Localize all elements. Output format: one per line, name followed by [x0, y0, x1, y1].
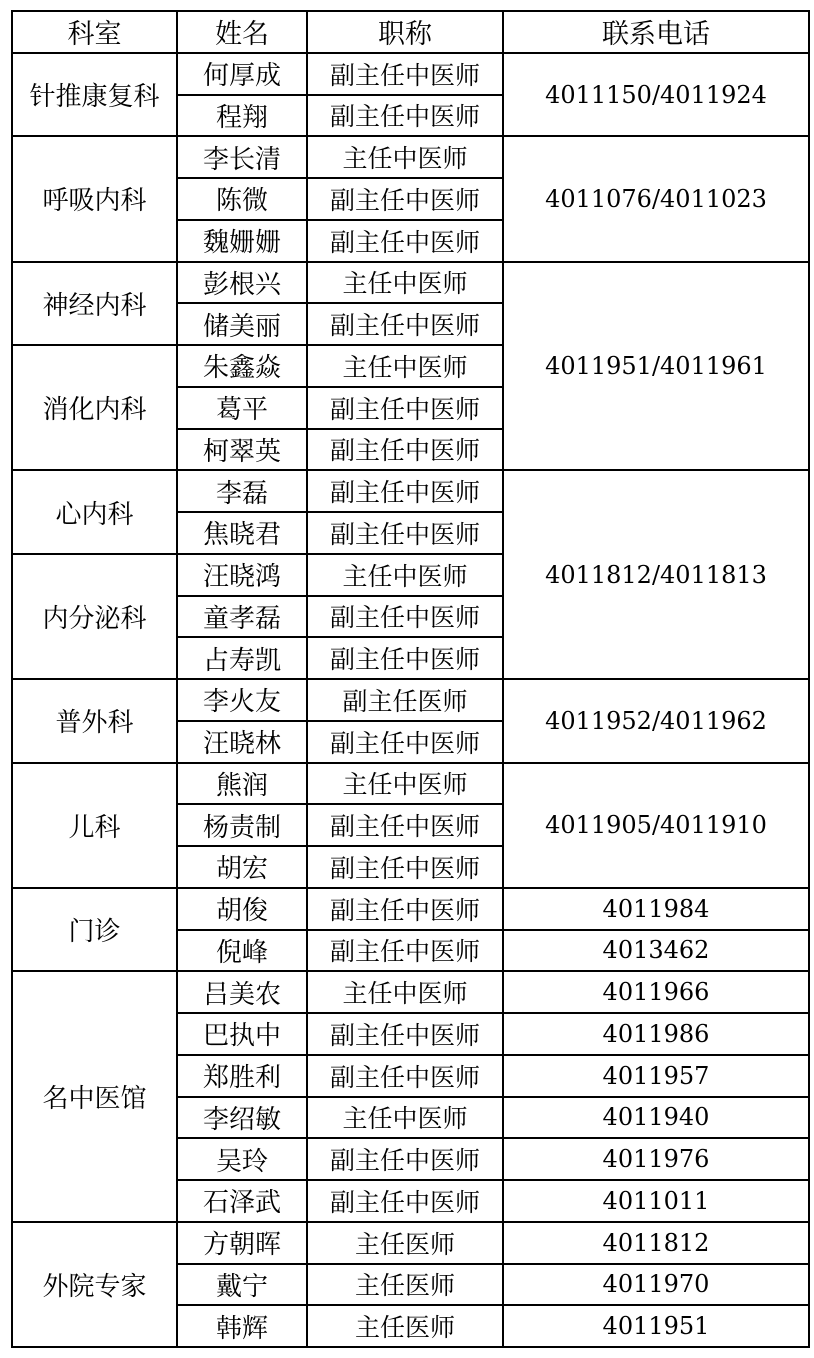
phone-cell: 4011076/4011023	[503, 136, 809, 261]
title-cell: 副主任中医师	[307, 470, 503, 512]
name-cell: 倪峰	[177, 930, 307, 972]
dept-cell: 外院专家	[12, 1222, 177, 1347]
title-cell: 副主任中医师	[307, 178, 503, 220]
name-cell: 熊润	[177, 763, 307, 805]
title-cell: 副主任中医师	[307, 1013, 503, 1055]
table-row	[12, 470, 809, 512]
name-cell: 方朝晖	[177, 1222, 307, 1264]
title-cell: 副主任中医师	[307, 303, 503, 345]
dept-cell: 神经内科	[12, 262, 177, 346]
title-cell: 主任中医师	[307, 971, 503, 1013]
title-cell: 主任中医师	[307, 136, 503, 178]
table-row	[12, 262, 809, 304]
name-cell: 吴玲	[177, 1138, 307, 1180]
title-cell: 副主任中医师	[307, 846, 503, 888]
title-cell: 主任中医师	[307, 1097, 503, 1139]
title-cell: 副主任中医师	[307, 1138, 503, 1180]
name-cell: 戴宁	[177, 1264, 307, 1306]
name-cell: 杨责制	[177, 804, 307, 846]
name-cell: 巴执中	[177, 1013, 307, 1055]
dept-cell: 名中医馆	[12, 971, 177, 1222]
name-cell: 何厚成	[177, 53, 307, 95]
title-cell: 主任医师	[307, 1222, 503, 1264]
contact-table	[11, 10, 810, 1348]
title-cell: 副主任中医师	[307, 95, 503, 137]
name-cell: 程翔	[177, 95, 307, 137]
title-cell: 主任中医师	[307, 345, 503, 387]
name-cell: 彭根兴	[177, 262, 307, 304]
header-title: 职称	[307, 11, 503, 53]
dept-cell: 儿科	[12, 763, 177, 888]
dept-cell: 心内科	[12, 470, 177, 554]
header-phone: 联系电话	[503, 11, 809, 53]
table-row	[12, 679, 809, 721]
name-cell: 朱鑫焱	[177, 345, 307, 387]
name-cell: 韩辉	[177, 1305, 307, 1347]
title-cell: 主任医师	[307, 1305, 503, 1347]
title-cell: 副主任中医师	[307, 512, 503, 554]
name-cell: 李绍敏	[177, 1097, 307, 1139]
name-cell: 石泽武	[177, 1180, 307, 1222]
title-cell: 主任中医师	[307, 262, 503, 304]
phone-cell: 4011905/4011910	[503, 763, 809, 888]
name-cell: 焦晓君	[177, 512, 307, 554]
title-cell: 主任中医师	[307, 554, 503, 596]
title-cell: 副主任中医师	[307, 53, 503, 95]
name-cell: 汪晓鸿	[177, 554, 307, 596]
name-cell: 汪晓林	[177, 721, 307, 763]
phone-cell: 4011952/4011962	[503, 679, 809, 763]
phone-cell: 4011984	[503, 888, 809, 930]
table-row	[12, 971, 809, 1013]
phone-cell: 4013462	[503, 930, 809, 972]
name-cell: 胡俊	[177, 888, 307, 930]
phone-cell: 4011011	[503, 1180, 809, 1222]
phone-cell: 4011150/4011924	[503, 53, 809, 137]
title-cell: 副主任中医师	[307, 220, 503, 262]
dept-cell: 消化内科	[12, 345, 177, 470]
title-cell: 副主任医师	[307, 679, 503, 721]
title-cell: 副主任中医师	[307, 429, 503, 471]
phone-cell: 4011940	[503, 1097, 809, 1139]
title-cell: 副主任中医师	[307, 637, 503, 679]
dept-cell: 内分泌科	[12, 554, 177, 679]
phone-cell: 4011812/4011813	[503, 470, 809, 679]
dept-cell: 普外科	[12, 679, 177, 763]
phone-cell: 4011986	[503, 1013, 809, 1055]
name-cell: 陈微	[177, 178, 307, 220]
title-cell: 主任中医师	[307, 763, 503, 805]
title-cell: 副主任中医师	[307, 804, 503, 846]
name-cell: 吕美农	[177, 971, 307, 1013]
name-cell: 葛平	[177, 387, 307, 429]
name-cell: 占寿凯	[177, 637, 307, 679]
phone-cell: 4011957	[503, 1055, 809, 1097]
name-cell: 储美丽	[177, 303, 307, 345]
name-cell: 胡宏	[177, 846, 307, 888]
phone-cell: 4011951/4011961	[503, 262, 809, 471]
header-row	[12, 11, 809, 53]
title-cell: 副主任中医师	[307, 888, 503, 930]
title-cell: 副主任中医师	[307, 1055, 503, 1097]
phone-cell: 4011966	[503, 971, 809, 1013]
title-cell: 副主任中医师	[307, 930, 503, 972]
name-cell: 柯翠英	[177, 429, 307, 471]
name-cell: 童孝磊	[177, 596, 307, 638]
phone-cell: 4011976	[503, 1138, 809, 1180]
header-name: 姓名	[177, 11, 307, 53]
title-cell: 副主任中医师	[307, 387, 503, 429]
phone-cell: 4011951	[503, 1305, 809, 1347]
name-cell: 魏姗姗	[177, 220, 307, 262]
title-cell: 副主任中医师	[307, 596, 503, 638]
phone-cell: 4011970	[503, 1264, 809, 1306]
phone-cell: 4011812	[503, 1222, 809, 1264]
dept-cell: 呼吸内科	[12, 136, 177, 261]
dept-cell: 门诊	[12, 888, 177, 972]
header-dept: 科室	[12, 11, 177, 53]
table-row	[12, 763, 809, 805]
title-cell: 主任医师	[307, 1264, 503, 1306]
table-row	[12, 1222, 809, 1264]
title-cell: 副主任中医师	[307, 1180, 503, 1222]
name-cell: 李长清	[177, 136, 307, 178]
dept-cell: 针推康复科	[12, 53, 177, 137]
table-row	[12, 53, 809, 95]
name-cell: 郑胜利	[177, 1055, 307, 1097]
table-row	[12, 888, 809, 930]
name-cell: 李火友	[177, 679, 307, 721]
name-cell: 李磊	[177, 470, 307, 512]
table-row	[12, 136, 809, 178]
title-cell: 副主任中医师	[307, 721, 503, 763]
